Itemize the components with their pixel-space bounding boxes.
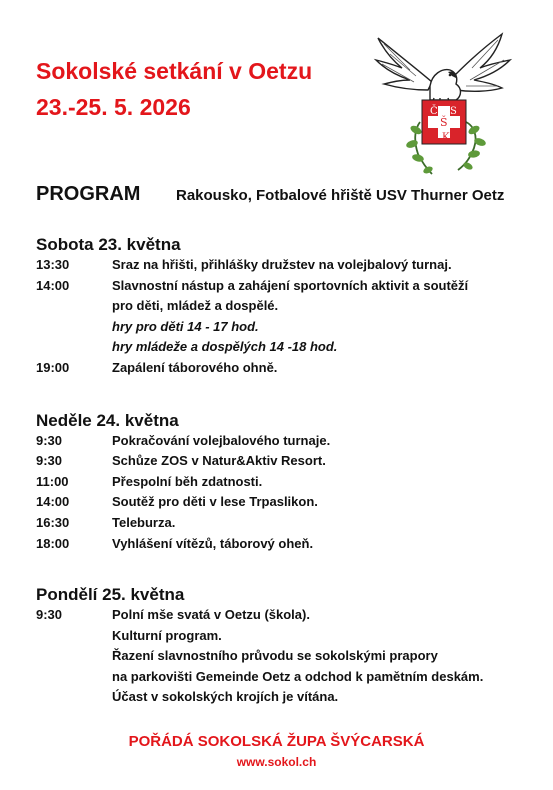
schedule-row — [36, 453, 536, 474]
schedule-text: Vyhlášení vítězů, táborový oheň. — [112, 536, 314, 551]
schedule-time: 19:00 — [36, 360, 70, 375]
organizer-line: POŘÁDÁ SOKOLSKÁ ŽUPA ŠVÝCARSKÁ — [128, 733, 425, 750]
schedule-text: Schůze ZOS v Natur&Aktiv Resort. — [112, 453, 326, 468]
day-title-monday: Pondělí 25. května — [36, 585, 185, 604]
schedule-text: Polní mše svatá v Oetzu (škola). — [112, 607, 310, 622]
schedule-time: 11:00 — [36, 474, 69, 489]
schedule-time: 14:00 — [36, 494, 70, 509]
schedule-text: Sraz na hřišti, přihlášky družstev na volejbalový turnaj. — [112, 257, 452, 272]
schedule-text: Účast v sokolských krojích je vítána. — [112, 689, 339, 704]
schedule-time: 16:30 — [36, 515, 70, 530]
schedule-text: Přespolní běh zdatnosti. — [112, 474, 263, 489]
schedule-time: 14:00 — [36, 278, 70, 293]
schedule-row — [36, 669, 536, 690]
program-heading: PROGRAM — [36, 183, 141, 205]
sokol-falcon-logo — [370, 30, 518, 180]
schedule-text: Pokračování volejbalového turnaje. — [112, 433, 331, 448]
schedule-time: 18:00 — [36, 536, 70, 551]
schedule-text: Slavnostní nástup a zahájení sportovních aktivit a soutěží — [112, 278, 469, 293]
schedule-row — [36, 278, 536, 299]
svg-text:Č: Č — [430, 106, 438, 117]
schedule-text: pro děti, mládež a dospělé. — [112, 298, 279, 313]
schedule-row — [36, 339, 536, 360]
schedule-row — [36, 689, 536, 710]
svg-text:K: K — [442, 132, 450, 143]
svg-text:S: S — [450, 106, 457, 117]
event-dates: 23.-25. 5. 2026 — [36, 94, 191, 120]
schedule-row — [36, 360, 536, 381]
event-title: Sokolské setkání v Oetzu — [36, 58, 313, 84]
schedule-time: 9:30 — [36, 607, 63, 622]
day-title-sunday: Neděle 24. května — [36, 411, 179, 430]
event-location: Rakousko, Fotbalové hřiště USV Thurner Oetz — [176, 187, 505, 204]
schedule-row — [36, 607, 536, 628]
schedule-text: Soutěž pro děti v lese Trpaslikon. — [112, 494, 318, 509]
schedule-text: Teleburza. — [112, 515, 176, 530]
schedule-time: 9:30 — [36, 453, 63, 468]
schedule-text: hry mládeže a dospělých 14 -18 hod. — [112, 339, 338, 354]
schedule-row — [36, 494, 536, 515]
schedule-row — [36, 628, 536, 649]
schedule-row — [36, 515, 536, 536]
schedule-row — [36, 648, 536, 669]
schedule-text: Zapálení táborového ohně. — [112, 360, 278, 375]
schedule-row — [36, 433, 536, 454]
schedule-text: hry pro děti 14 - 17 hod. — [112, 319, 259, 334]
schedule-time: 13:30 — [36, 257, 70, 272]
schedule-text: Kulturní program. — [112, 628, 222, 643]
website-link[interactable]: www.sokol.ch — [236, 755, 317, 769]
schedule-row — [36, 257, 536, 278]
schedule-row — [36, 474, 536, 495]
schedule-row — [36, 319, 536, 340]
day-title-saturday: Sobota 23. května — [36, 235, 181, 254]
schedule-row — [36, 298, 536, 319]
svg-text:Š: Š — [440, 116, 448, 129]
schedule-text: na parkovišti Gemeinde Oetz a odchod k pamětním deskám. — [112, 669, 484, 684]
schedule-text: Řazení slavnostního průvodu se sokolskými prapory — [112, 648, 438, 663]
schedule-row — [36, 536, 536, 557]
schedule-time: 9:30 — [36, 433, 63, 448]
